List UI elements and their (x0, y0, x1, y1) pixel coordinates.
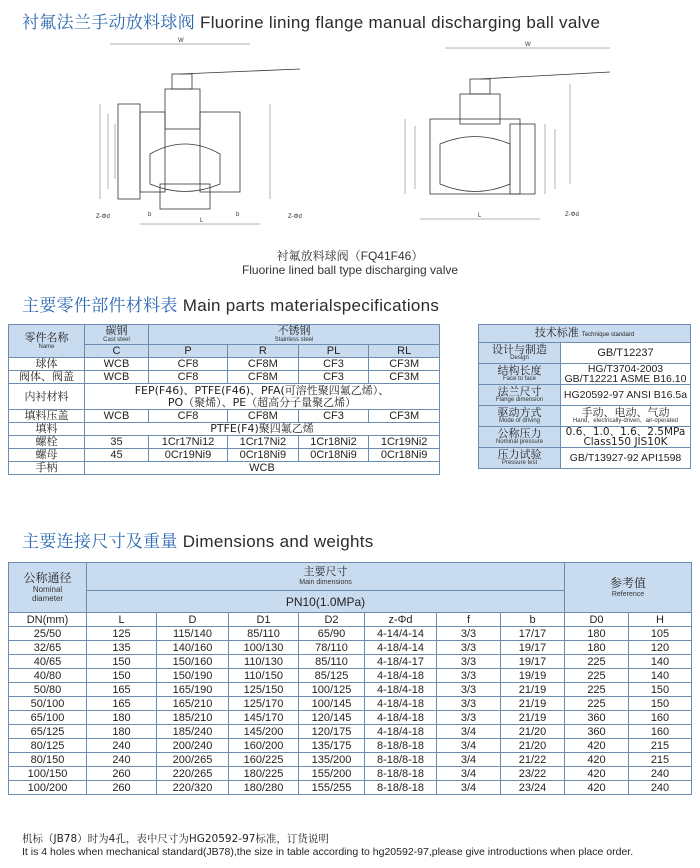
table-cell: 80/125 (9, 739, 87, 753)
table-row: 螺母 45 0Cr19Ni9 0Cr18Ni9 0Cr18Ni9 0Cr18Ni9 (9, 449, 440, 462)
header-reference: 参考值 Reference (565, 563, 692, 613)
table-cell: 21/20 (501, 739, 565, 753)
table-cell: 4-18/4-18 (365, 683, 437, 697)
table-cell: 4-18/4-17 (365, 655, 437, 669)
dimensions-table: 公称通径 Nominal diameter 主要尺寸 Main dimensions 参考值 Reference PN10(1.0MPa) DN(mm) L D D1 D2 z-Φd f b D0 H 25/50 125 115/140 85/110 65/90 4-14/4-14 3/3 17/17 180 105 32/65 135 140/160 100/130 78/110 4-18/4-14 3/3 19/17 180 120 40/65 150 150/160 110/130 85/110 4-18/4-17 3/3 19/17 225 140 40/80 150 150/190 110/150 85/125 4-18/4-18 3/3 19/19 225 140 50/80 165 165/190 125/150 100/125 4-18/4-18 3/3 21/19 225 150 50/100 165 165/210 125/170 100/145 4-18/4-18 3/3 21/19 225 150 65/100 180 185/210 145/170 120/145 4-18/4-18 3/3 21/19 360 160 65/125 180 185/240 145/200 120/175 4-18/4-18 3/4 21/20 360 160 80/125 240 200/240 160/200 135/175 8-18/8-18 3/4 21/20 420 215 80/150 240 200/265 160/225 135/200 8-18/8-18 3/4 21/22 420 215 100/150 260 220/265 180/225 155/200 8-18/8-18 3/4 23/22 420 240 100/200 260 220/320 180/280 155/255 8-18/8-18 3/4 23/24 420 240 (8, 562, 692, 795)
table-cell: 3/3 (437, 683, 501, 697)
table-cell: 200/240 (157, 739, 229, 753)
table-cell: 3/3 (437, 641, 501, 655)
table-cell: 4-18/4-18 (365, 697, 437, 711)
table-cell: 23/24 (501, 781, 565, 795)
left-valve-drawing (96, 38, 302, 224)
table-cell: 225 (565, 697, 629, 711)
table-row: 填料压盖 WCB CF8 CF8M CF3 CF3M (9, 410, 440, 423)
table-cell: 160 (629, 711, 692, 725)
table-row (9, 683, 692, 697)
table-cell: 240 (629, 781, 692, 795)
table-cell: 160/225 (229, 753, 299, 767)
table-row (9, 627, 692, 641)
note-en: It is 4 holes when mechanical standard(JB78),the size in table according to hg20592-97,please give introductions when place order. (22, 846, 634, 858)
table-cell: 21/20 (501, 725, 565, 739)
table-cell: 115/140 (157, 627, 229, 641)
table-cell: 110/150 (229, 669, 299, 683)
table-cell: 100/145 (299, 697, 365, 711)
table-cell: 3/3 (437, 627, 501, 641)
table-cell: 145/170 (229, 711, 299, 725)
table-cell: 150 (87, 669, 157, 683)
table-row (9, 739, 692, 753)
table-cell: 215 (629, 753, 692, 767)
label-zd-left: Z-Φd (96, 214, 110, 220)
table-row: 球体 WCB CF8 CF8M CF3 CF3M (9, 358, 440, 371)
table-row (9, 767, 692, 781)
standards-table (478, 324, 691, 469)
table-cell: 150/160 (157, 655, 229, 669)
label-W: W (178, 38, 184, 44)
table-row (9, 641, 692, 655)
table-cell: 180 (565, 641, 629, 655)
table-cell: 40/65 (9, 655, 87, 669)
table-cell: 165 (87, 683, 157, 697)
table-cell: 360 (565, 725, 629, 739)
svg-text:Z-Φd: Z-Φd (565, 212, 579, 218)
table-row: 内衬材料 FEP(F46)、PTFE(F46)、PFA(可溶性聚四氟乙烯）、 PO（聚烯）、PE（超高分子量聚乙烯） (9, 384, 440, 410)
table-cell: 185/240 (157, 725, 229, 739)
table-cell: 85/125 (299, 669, 365, 683)
table-cell: 150 (87, 655, 157, 669)
table-cell: 4-18/4-14 (365, 641, 437, 655)
section-title-valve (22, 8, 600, 33)
table-cell: 65/90 (299, 627, 365, 641)
table-cell: 21/22 (501, 753, 565, 767)
table-row (9, 711, 692, 725)
table-cell: 150/190 (157, 669, 229, 683)
table-row: 手柄 WCB (9, 462, 440, 475)
table-cell: 8-18/8-18 (365, 753, 437, 767)
table-row: 填料 PTFE(F4)聚四氟乙烯 (9, 423, 440, 436)
header-part: 零件名称 Name (9, 325, 85, 358)
table-cell: 140 (629, 655, 692, 669)
section-title-materials: 主要零件部件材料表 Main parts materialspecifications (22, 296, 440, 316)
table-cell: 100/125 (299, 683, 365, 697)
table-cell: 4-14/4-14 (365, 627, 437, 641)
table-row (9, 697, 692, 711)
table-row: 压力试验 Pressure test GB/T13927-92 API1598 (479, 448, 691, 469)
table-cell: 50/100 (9, 697, 87, 711)
table-cell: 32/65 (9, 641, 87, 655)
title-en: Fluorine lining flange manual discharging ball valve (200, 13, 601, 32)
table-cell: 3/3 (437, 655, 501, 669)
materials-table: 零件名称 Name 碳钢 Cast steel 不锈钢 Stainless steel C P R PL RL 球体 WCB CF8 CF8M CF3 CF3M 阀体、阀盖 WCB CF8 CF8M CF3 CF3M 内衬材料 FEP(F46)、PTFE(F46)、PFA(可溶性聚四氟乙烯）、 PO（聚烯）、PE（超高分子量聚乙烯） 填料压盖 WCB CF8 CF8M CF3 CF3M 填料 PTFE(F4)聚四氟乙烯 螺栓 35 1Cr17Ni12 1Cr17Ni2 1Cr18Ni2 1Cr19Ni2 螺母 45 0Cr19Ni9 0Cr18Ni9 0Cr18Ni9 0Cr18Ni9 手柄 WCB (8, 324, 440, 475)
table-cell: 3/3 (437, 669, 501, 683)
standards-header: 技术标准 Technique standard (479, 325, 691, 343)
table-cell: 120/175 (299, 725, 365, 739)
table-cell: 185/210 (157, 711, 229, 725)
note-cn: 机标（JB78）时为4孔，表中尺寸为HG20592-97标准，订货说明 (22, 833, 329, 845)
valve-technical-drawing (0, 34, 700, 234)
table-cell: 19/17 (501, 655, 565, 669)
table-cell: 125/150 (229, 683, 299, 697)
table-cell: 40/80 (9, 669, 87, 683)
header-stainless: 不锈钢 Stainless steel (149, 325, 440, 345)
table-cell: 240 (87, 753, 157, 767)
table-cell: 220/320 (157, 781, 229, 795)
table-cell: 100/200 (9, 781, 87, 795)
label-zd-left2: Z-Φd (288, 214, 302, 220)
table-cell: 85/110 (229, 627, 299, 641)
table-row: 法兰尺寸 Flange dimension HG20592-97 ANSI B16.5a (479, 385, 691, 406)
table-cell: 155/255 (299, 781, 365, 795)
svg-text:b: b (236, 212, 240, 218)
header-main: 主要尺寸 Main dimensions (87, 563, 565, 591)
drawing-caption-cn: 衬氟放料球阀（FQ41F46） (276, 249, 424, 263)
svg-text:b: b (148, 212, 152, 218)
table-cell: 260 (87, 781, 157, 795)
table-cell: 135/175 (299, 739, 365, 753)
table-cell: 180/225 (229, 767, 299, 781)
table-cell: 225 (565, 683, 629, 697)
table-cell: 140 (629, 669, 692, 683)
table-cell: 220/265 (157, 767, 229, 781)
table-cell: 165/190 (157, 683, 229, 697)
label-L: L (200, 218, 204, 224)
title-cn: 衬氟法兰手动放料球阀 (22, 13, 195, 33)
table-cell: 120 (629, 641, 692, 655)
svg-text:W: W (525, 42, 531, 48)
table-cell: 3/4 (437, 739, 501, 753)
table-cell: 135/200 (299, 753, 365, 767)
table-cell: 360 (565, 711, 629, 725)
table-cell: 3/4 (437, 781, 501, 795)
table-cell: 145/200 (229, 725, 299, 739)
table-cell: 3/4 (437, 725, 501, 739)
table-cell: 150 (629, 697, 692, 711)
table-cell: 8-18/8-18 (365, 739, 437, 753)
table-cell: 65/125 (9, 725, 87, 739)
table-cell: 19/17 (501, 641, 565, 655)
table-row: 阀体、阀盖 WCB CF8 CF8M CF3 CF3M (9, 371, 440, 384)
table-cell: 50/80 (9, 683, 87, 697)
table-cell: 4-18/4-18 (365, 669, 437, 683)
table-cell: 23/22 (501, 767, 565, 781)
table-cell: 25/50 (9, 627, 87, 641)
table-cell: 180 (87, 725, 157, 739)
table-cell: 100/150 (9, 767, 87, 781)
table-cell: 200/265 (157, 753, 229, 767)
table-cell: 120/145 (299, 711, 365, 725)
table-cell: 150 (629, 683, 692, 697)
table-cell: 85/110 (299, 655, 365, 669)
section-title-dimensions: 主要连接尺寸及重量 Dimensions and weights (22, 532, 374, 552)
table-cell: 180/280 (229, 781, 299, 795)
table-cell: 8-18/8-18 (365, 781, 437, 795)
table-cell: 3/3 (437, 711, 501, 725)
table-cell: 8-18/8-18 (365, 767, 437, 781)
table-cell: 125/170 (229, 697, 299, 711)
table-cell: 100/130 (229, 641, 299, 655)
right-valve-drawing (405, 42, 610, 219)
table-cell: 3/3 (437, 697, 501, 711)
table-cell: 160 (629, 725, 692, 739)
header-nominal: 公称通径 Nominal diameter (9, 563, 87, 613)
table-row: 设计与制造 Design GB/T12237 (479, 343, 691, 364)
table-cell: 225 (565, 669, 629, 683)
table-row: 公称压力 Nominal pressure 0.6、1.0、1.6、2.5MPa Class150 JIS10K (479, 427, 691, 448)
table-cell: 125 (87, 627, 157, 641)
table-cell: 80/150 (9, 753, 87, 767)
table-cell: 4-18/4-18 (365, 711, 437, 725)
table-row: 驱动方式 Mode of driving 手动、电动、气动 Hand、electrically-driven、air-operated (479, 406, 691, 427)
table-cell: 165/210 (157, 697, 229, 711)
table-cell: 240 (87, 739, 157, 753)
table-cell: 420 (565, 781, 629, 795)
table-cell: 420 (565, 753, 629, 767)
table-cell: 4-18/4-18 (365, 725, 437, 739)
table-cell: 65/100 (9, 711, 87, 725)
header-carbon: 碳钢 Cast steel (85, 325, 149, 345)
table-row (9, 655, 692, 669)
table-cell: 78/110 (299, 641, 365, 655)
table-row (9, 781, 692, 795)
table-cell: 17/17 (501, 627, 565, 641)
svg-text:L: L (478, 213, 482, 219)
table-cell: 21/19 (501, 711, 565, 725)
table-cell: 260 (87, 767, 157, 781)
table-cell: 3/4 (437, 767, 501, 781)
table-cell: 420 (565, 739, 629, 753)
table-cell: 180 (565, 627, 629, 641)
table-cell: 21/19 (501, 683, 565, 697)
table-cell: 160/200 (229, 739, 299, 753)
table-cell: 225 (565, 655, 629, 669)
table-cell: 19/19 (501, 669, 565, 683)
table-cell: 105 (629, 627, 692, 641)
table-cell: 420 (565, 767, 629, 781)
table-cell: 21/19 (501, 697, 565, 711)
table-row (9, 669, 692, 683)
table-cell: 135 (87, 641, 157, 655)
header-pressure: PN10(1.0MPa) (87, 591, 565, 613)
table-cell: 240 (629, 767, 692, 781)
drawing-caption-en: Fluorine lined ball type discharging valve (241, 263, 459, 277)
table-row: 结构长度 Face to face HG/T3704-2003 GB/T12221 ASME B16.10 (479, 364, 691, 385)
table-row: 螺栓 35 1Cr17Ni12 1Cr17Ni2 1Cr18Ni2 1Cr19Ni2 (9, 436, 440, 449)
table-cell: 140/160 (157, 641, 229, 655)
table-cell: 110/130 (229, 655, 299, 669)
table-row (9, 753, 692, 767)
table-row (9, 725, 692, 739)
table-cell: 215 (629, 739, 692, 753)
table-cell: 180 (87, 711, 157, 725)
table-cell: 165 (87, 697, 157, 711)
table-cell: 155/200 (299, 767, 365, 781)
table-cell: 3/4 (437, 753, 501, 767)
